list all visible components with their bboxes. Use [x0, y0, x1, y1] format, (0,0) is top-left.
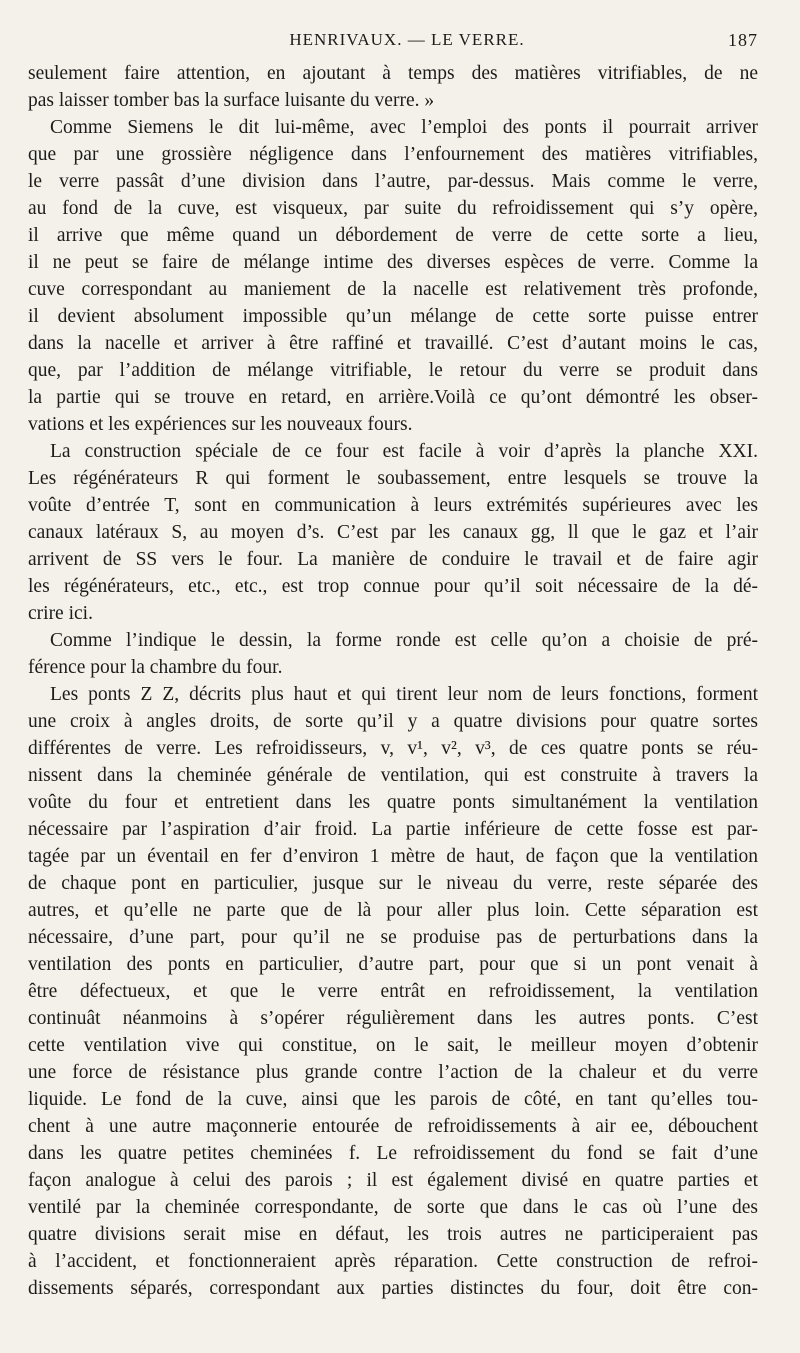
text-line: crire ici.: [28, 603, 93, 624]
text-line: façon analogue à celui des parois ; il est également divisé en quatre parties et: [28, 1170, 758, 1191]
text-line: autres, et qu’elle ne parte que de là pour aller plus loin. Cette séparation est: [28, 900, 758, 921]
running-title: HENRIVAUX. — LE VERRE.: [289, 30, 525, 49]
text-line: nissent dans la cheminée générale de ventilation, qui est construite à travers la: [28, 765, 758, 786]
text-line: il ne peut se faire de mélange intime des diverses espèces de verre. Comme la: [28, 252, 758, 273]
text-line: il devient absolument impossible qu’un mélange de cette sorte puisse entrer: [28, 306, 758, 327]
text-line: Les ponts Z Z, décrits plus haut et qui tirent leur nom de leurs fonctions, forment: [50, 684, 758, 705]
text-line: dissements séparés, correspondant aux parties distinctes du four, doit être con-: [28, 1278, 758, 1299]
text-line: vations et les expériences sur les nouveaux fours.: [28, 414, 413, 435]
text-line: que, par l’addition de mélange vitrifiable, le retour du verre se produit dans: [28, 360, 758, 381]
text-line: au fond de la cuve, est visqueux, par suite du refroidissement qui s’y opère,: [28, 198, 758, 219]
text-line: Les régénérateurs R qui forment le soubassement, entre lesquels se trouve la: [28, 468, 758, 489]
text-line: Comme Siemens le dit lui-même, avec l’emploi des ponts il pourrait arriver: [50, 117, 758, 138]
text-line: voûte du four et entretient dans les quatre ponts simultanément la ventilation: [28, 792, 758, 813]
text-line: voûte d’entrée T, sont en communication à leurs extrémités supérieures avec les: [28, 495, 758, 516]
text-line: le verre passât d’une division dans l’autre, par-dessus. Mais comme le verre,: [28, 171, 758, 192]
text-line: quatre divisions serait mise en défaut, les trois autres ne participeraient pas: [28, 1224, 758, 1245]
text-line: canaux latéraux S, au moyen d’s. C’est par les canaux gg, ll que le gaz et l’air: [28, 522, 758, 543]
text-line: liquide. Le fond de la cuve, ainsi que les parois de côté, en tant qu’elles tou-: [28, 1089, 758, 1110]
text-line: la partie qui se trouve en retard, en arrière.Voilà ce qu’ont démontré les obser-: [28, 387, 758, 408]
body-text: [28, 60, 758, 1302]
text-line: continuât néanmoins à s’opérer régulièrement dans les autres ponts. C’est: [28, 1008, 758, 1029]
text-line: ventilé par la cheminée correspondante, de sorte que dans le cas où l’une des: [28, 1197, 758, 1218]
text-line: que par une grossière négligence dans l’enfournement des matières vitrifiables,: [28, 144, 758, 165]
text-line: cuve correspondant au maniement de la nacelle est relativement très profonde,: [28, 279, 758, 300]
text-line: Comme l’indique le dessin, la forme ronde est celle qu’on a choisie de pré-: [50, 630, 758, 651]
text-line: être défectueux, et que le verre entrât en refroidissement, la ventilation: [28, 981, 758, 1002]
text-line: les régénérateurs, etc., etc., est trop connue pour qu’il soit nécessaire de la dé-: [28, 576, 758, 597]
text-line: seulement faire attention, en ajoutant à temps des matières vitrifiables, de ne: [28, 63, 758, 84]
text-line: nécessaire par l’aspiration d’air froid. La partie inférieure de cette fosse est par-: [28, 819, 758, 840]
text-line: férence pour la chambre du four.: [28, 657, 283, 678]
text-line: une croix à angles droits, de sorte qu’il y a quatre divisions pour quatre sortes: [28, 711, 758, 732]
text-line: La construction spéciale de ce four est facile à voir d’après la planche XXI.: [50, 441, 758, 462]
text-line: différentes de verre. Les refroidisseurs, v, v¹, v², v³, de ces quatre ponts se réu-: [28, 738, 758, 759]
text-line: il arrive que même quand un débordement de verre de cette sorte a lieu,: [28, 225, 758, 246]
text-line: à l’accident, et fonctionneraient après réparation. Cette construction de refroi-: [28, 1251, 758, 1272]
text-line: cette ventilation vive qui constitue, on le sait, le meilleur moyen d’obtenir: [28, 1035, 758, 1056]
text-line: dans les quatre petites cheminées f. Le refroidissement du fond se fait d’une: [28, 1143, 758, 1164]
text-line: tagée par un éventail en fer d’environ 1 mètre de haut, de façon que la ventilation: [28, 846, 758, 867]
text-line: ventilation des ponts en particulier, d’autre part, pour que si un pont venait à: [28, 954, 758, 975]
page-number: 187: [728, 30, 758, 50]
book-page: [28, 30, 758, 1302]
text-line: pas laisser tomber bas la surface luisante du verre. »: [28, 90, 435, 111]
page-header: [28, 30, 758, 60]
text-line: une force de résistance plus grande contre l’action de la chaleur et du verre: [28, 1062, 758, 1083]
text-line: nécessaire, d’une part, pour qu’il ne se produise pas de perturbations dans la: [28, 927, 758, 948]
text-line: arrivent de SS vers le four. La manière de conduire le travail et de faire agir: [28, 549, 758, 570]
text-line: chent à une autre maçonnerie entourée de refroidissements à air ee, débouchent: [28, 1116, 758, 1137]
text-line: de chaque pont en particulier, jusque sur le niveau du verre, reste séparée des: [28, 873, 758, 894]
text-line: dans la nacelle et arriver à être raffiné et travaillé. C’est d’autant moins le cas,: [28, 333, 758, 354]
